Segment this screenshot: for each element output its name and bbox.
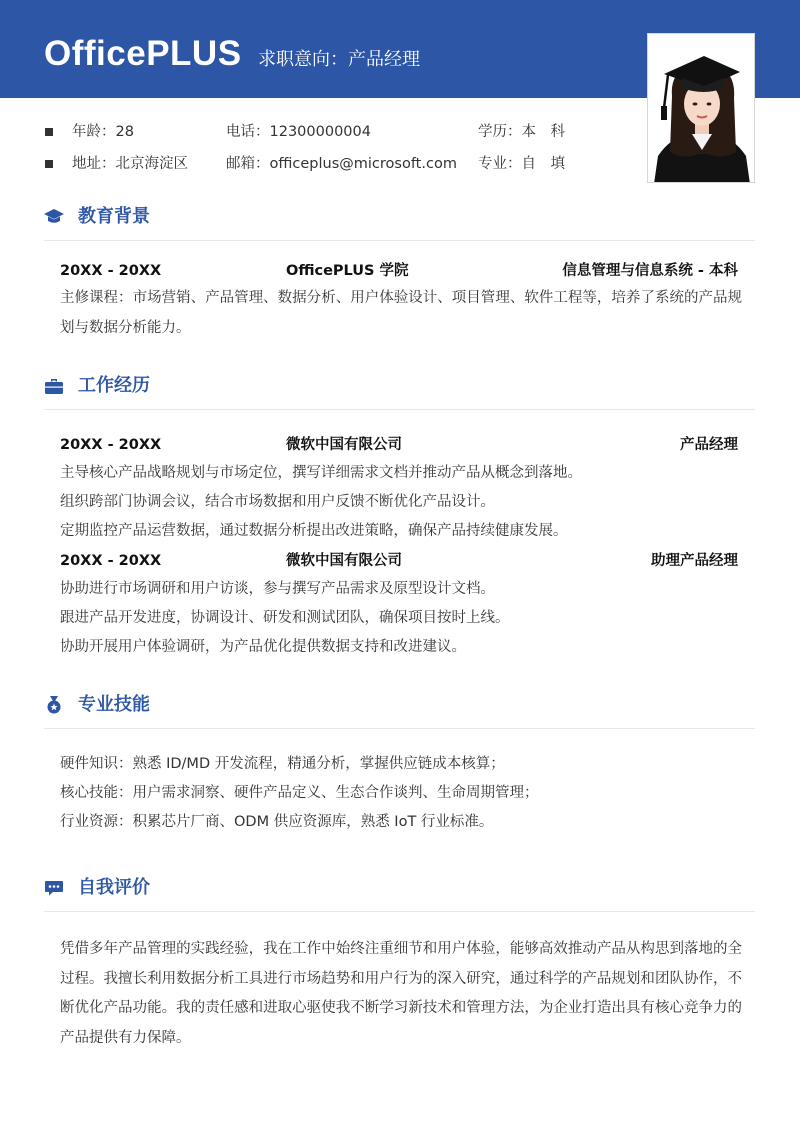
medal-icon: [44, 696, 64, 714]
section-title-self-evaluation: 自我评价: [78, 877, 150, 898]
info-education: [478, 120, 565, 144]
job-intent: [258, 48, 420, 72]
info-age-label: 年龄：: [72, 124, 116, 140]
job-role: 助理产品经理: [651, 553, 738, 569]
section-title-skills: 专业技能: [78, 694, 150, 715]
info-major-label: 专业：: [478, 156, 522, 172]
info-phone-label: 电话：: [226, 124, 270, 140]
divider: [44, 240, 755, 241]
job-row: [60, 549, 738, 573]
education-row: [60, 259, 738, 283]
basic-info: [0, 118, 640, 182]
info-address: [72, 152, 188, 176]
info-address-label: 地址：: [72, 156, 116, 172]
info-phone: [226, 120, 371, 144]
section-self-evaluation: [44, 873, 755, 903]
bullet-square-icon: [45, 160, 53, 168]
job-intent-label: 求职意向：: [258, 49, 348, 70]
section-skills: [44, 690, 755, 720]
info-major: [478, 152, 565, 176]
info-education-value: 本 科: [521, 124, 565, 140]
divider: [44, 409, 755, 410]
education-period: 20XX - 20XX: [60, 263, 162, 279]
section-education: [44, 202, 755, 232]
info-address-value: 北京海淀区: [115, 156, 188, 172]
skill-item: 核心技能：用户需求洞察、硬件产品定义、生态合作谈判、生命周期管理；: [60, 785, 539, 801]
info-major-value: 自 填: [521, 156, 565, 172]
job-period: 20XX - 20XX: [60, 437, 162, 453]
self-evaluation-text: 凭借多年产品管理的实践经验，我在工作中始终注重细节和用户体验，能够高效推动产品从构思到落地的全过程。我擅长利用数据分析工具进行市场趋势和用户行为的深入研究，通过科学的产品规划和团队协作，不断优化产品功能。我的责任感和进取心驱使我不断学习新技术和管理方法，为企业打造出具有核心竞争力的产品提供有力保障。: [60, 941, 742, 1046]
brand-title: OfficePLUS: [44, 34, 242, 73]
education-degree: 信息管理与信息系统 - 本科: [562, 263, 738, 279]
section-title-education: 教育背景: [78, 206, 150, 227]
job-duty: 跟进产品开发进度，协调设计、研发和测试团队，确保项目按时上线。: [60, 610, 510, 626]
info-phone-value: 12300000004: [269, 124, 371, 140]
divider: [44, 728, 755, 729]
job-company: 微软中国有限公司: [286, 553, 402, 569]
info-email-value: officeplus@microsoft.com: [269, 156, 457, 172]
job-duty: 协助开展用户体验调研，为产品优化提供数据支持和改进建议。: [60, 639, 466, 655]
job-duty: 协助进行市场调研和用户访谈，参与撰写产品需求及原型设计文档。: [60, 581, 495, 597]
job-duty: 组织跨部门协调会议，结合市场数据和用户反馈不断优化产品设计。: [60, 494, 495, 510]
info-age: [72, 120, 134, 144]
job-intent-value: 产品经理: [348, 49, 420, 70]
job-role: 产品经理: [680, 437, 738, 453]
section-work: [44, 371, 755, 401]
job-period: 20XX - 20XX: [60, 553, 162, 569]
skill-item: 行业资源：积累芯片厂商、ODM 供应资源库，熟悉 IoT 行业标准。: [60, 814, 494, 830]
skill-item: 硬件知识：熟悉 ID/MD 开发流程，精通分析，掌握供应链成本核算；: [60, 756, 505, 772]
job-duty: 主导核心产品战略规划与市场定位，撰写详细需求文档并推动产品从概念到落地。: [60, 465, 582, 481]
info-education-label: 学历：: [478, 124, 522, 140]
education-school: OfficePLUS 学院: [286, 263, 409, 279]
avatar-graduate-illustration: [648, 34, 755, 183]
chat-bubble-icon: [44, 879, 64, 897]
graduation-cap-icon: [44, 208, 64, 226]
profile-photo: [647, 33, 755, 183]
divider: [44, 911, 755, 912]
info-age-value: 28: [115, 124, 134, 140]
info-email: [226, 152, 457, 176]
education-description: 主修课程：市场营销、产品管理、数据分析、用户体验设计、项目管理、软件工程等，培养了系统的产品规划与数据分析能力。: [60, 290, 742, 336]
briefcase-icon: [44, 377, 64, 395]
section-title-work: 工作经历: [78, 375, 150, 396]
job-duty: 定期监控产品运营数据，通过数据分析提出改进策略，确保产品持续健康发展。: [60, 523, 568, 539]
bullet-square-icon: [45, 128, 53, 136]
job-company: 微软中国有限公司: [286, 437, 402, 453]
info-email-label: 邮箱：: [226, 156, 270, 172]
job-row: [60, 433, 738, 457]
